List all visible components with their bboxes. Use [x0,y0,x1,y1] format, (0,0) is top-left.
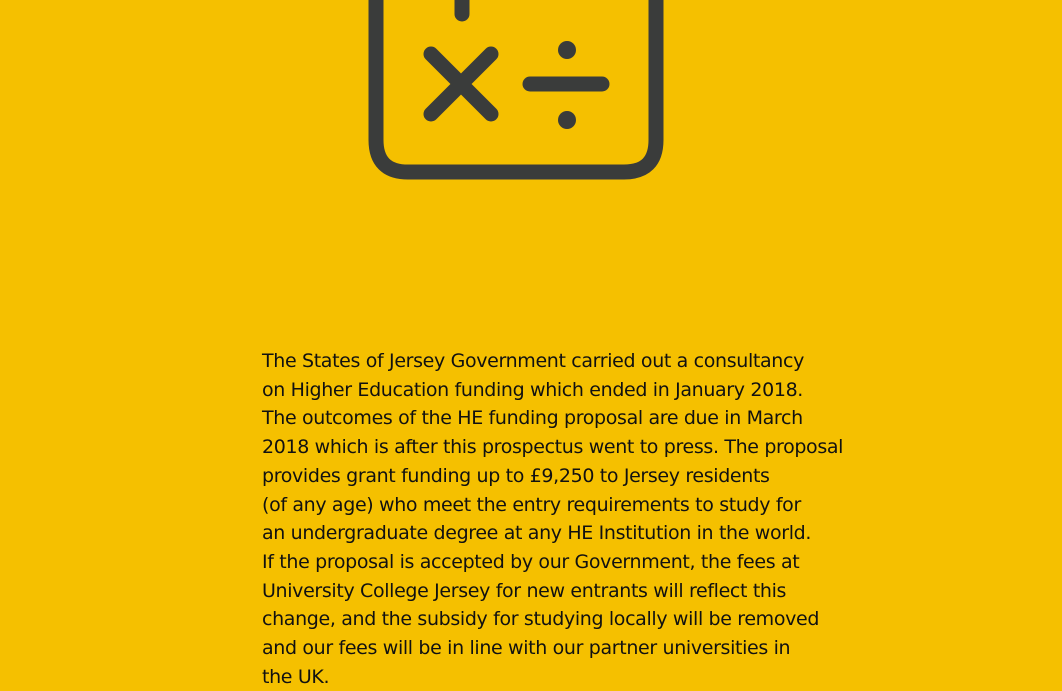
paragraph-line: University College Jersey for new entrants will reflect this [262,579,787,602]
paragraph-line: the UK. [262,665,330,688]
divide-sign-dot-bottom [558,111,576,129]
paragraph-line: If the proposal is accepted by our Government, the fees at [262,550,800,573]
paragraph-line: change, and the subsidy for studying locally will be removed [262,608,820,631]
divide-sign-dot-top [558,41,576,59]
paragraph-line: 2018 which is after this prospectus went to press. The proposal [262,436,844,459]
paragraph-line: The States of Jersey Government carried out a consultancy [262,350,804,372]
paragraph-line: an undergraduate degree at any HE Institution in the world. [262,522,812,545]
calculator-icon [366,0,666,184]
paragraph-line: provides grant funding up to £9,250 to Jersey residents [262,464,770,487]
paragraph-line: The outcomes of the HE funding proposal are due in March [262,407,803,430]
calculator-frame [376,0,656,172]
funding-paragraph [262,347,843,691]
paragraph-line: (of any age) who meet the entry requirements to study for [262,493,801,516]
paragraph-line: and our fees will be in line with our partner universities in [262,637,791,660]
paragraph-line: on Higher Education funding which ended in January 2018. [262,378,803,401]
